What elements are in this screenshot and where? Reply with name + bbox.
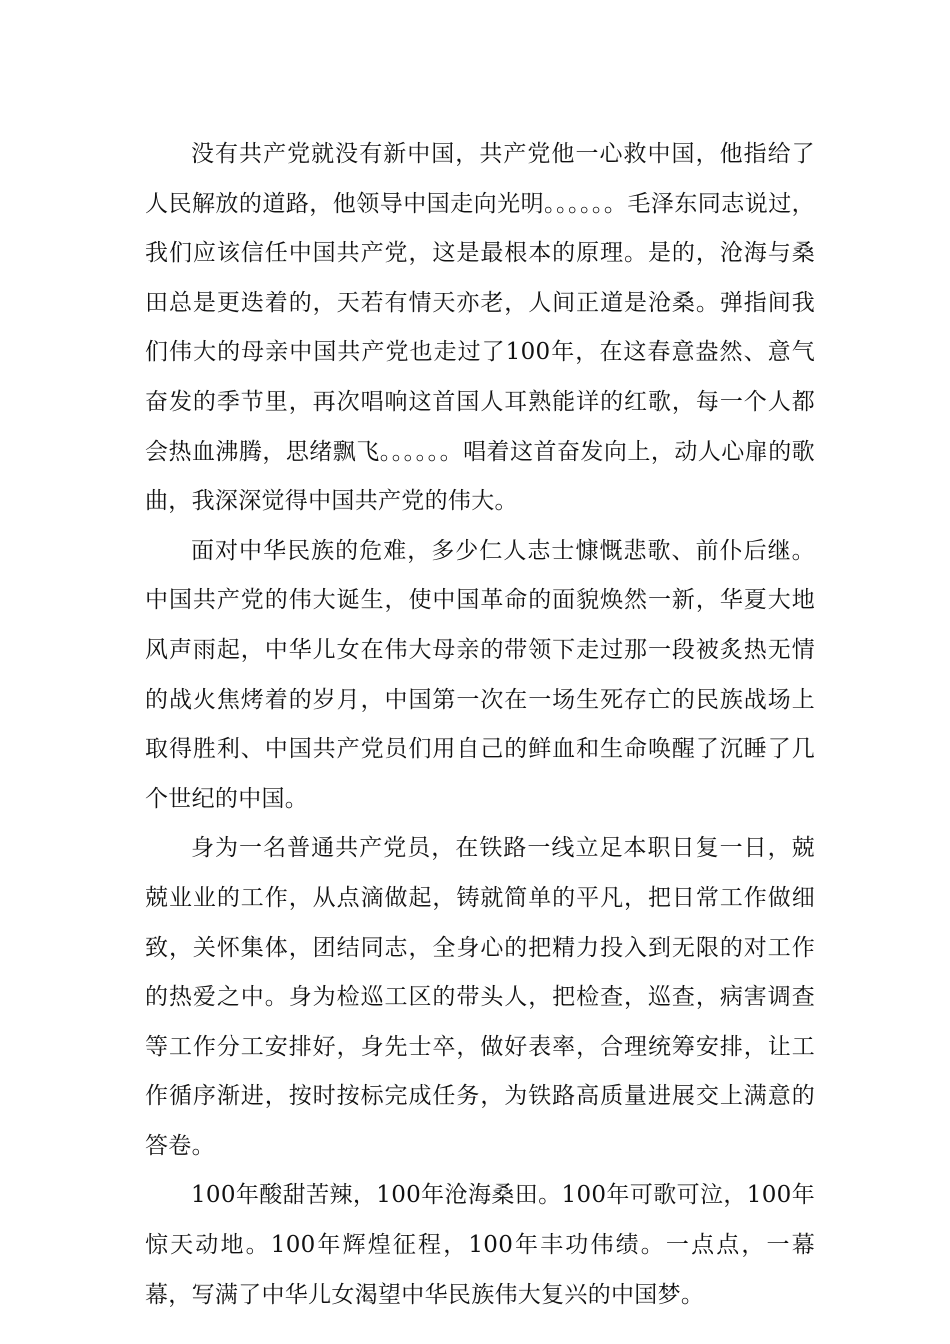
paragraph-2: 面对中华民族的危难，多少仁人志士慷慨悲歌、前仆后继。中国共产党的伟大诞生，使中国革命的面貌焕然一新，华夏大地风声雨起，中华儿女在伟大母亲的带领下走过那一段被炙热无情的战火焦烤着的岁月，中国第一次在一场生死存亡的民族战场上取得胜利、中国共产党员们用自己的鲜血和生命唤醒了沉睡了几个世纪的中国。 <box>145 537 815 812</box>
document-body <box>145 130 815 1320</box>
paragraph-4: 100年酸甜苦辣，100年沧海桑田。100年可歌可泣，100年惊天动地。100年辉煌征程，100年丰功伟绩。一点点，一幕幕，写满了中华儿女渴望中华民族伟大复兴的中国梦。 <box>145 1182 815 1308</box>
paragraph-1: 没有共产党就没有新中国，共产党他一心救中国，他指给了人民解放的道路，他领导中国走向光明。。。。。。毛泽东同志说过，我们应该信任中国共产党，这是最根本的原理。是的，沧海与桑田总是更迭着的，天若有情天亦老，人间正道是沧桑。弹指间我们伟大的母亲中国共产党也走过了100年，在这春意盎然、意气奋发的季节里，再次唱响这首国人耳熟能详的红歌，每一个人都会热血沸腾，思绪飘飞。。。。。。唱着这首奋发向上，动人心扉的歌曲，我深深觉得中国共产党的伟大。 <box>145 141 815 515</box>
paragraph-3: 身为一名普通共产党员，在铁路一线立足本职日复一日，兢兢业业的工作，从点滴做起，铸就简单的平凡，把日常工作做细致，关怀集体，团结同志，全身心的把精力投入到无限的对工作的热爱之中。身为检巡工区的带头人，把检查，巡查，病害调查等工作分工安排好，身先士卒，做好表率，合理统筹安排，让工作循序渐进，按时按标完成任务，为铁路高质量进展交上满意的答卷。 <box>145 835 815 1159</box>
